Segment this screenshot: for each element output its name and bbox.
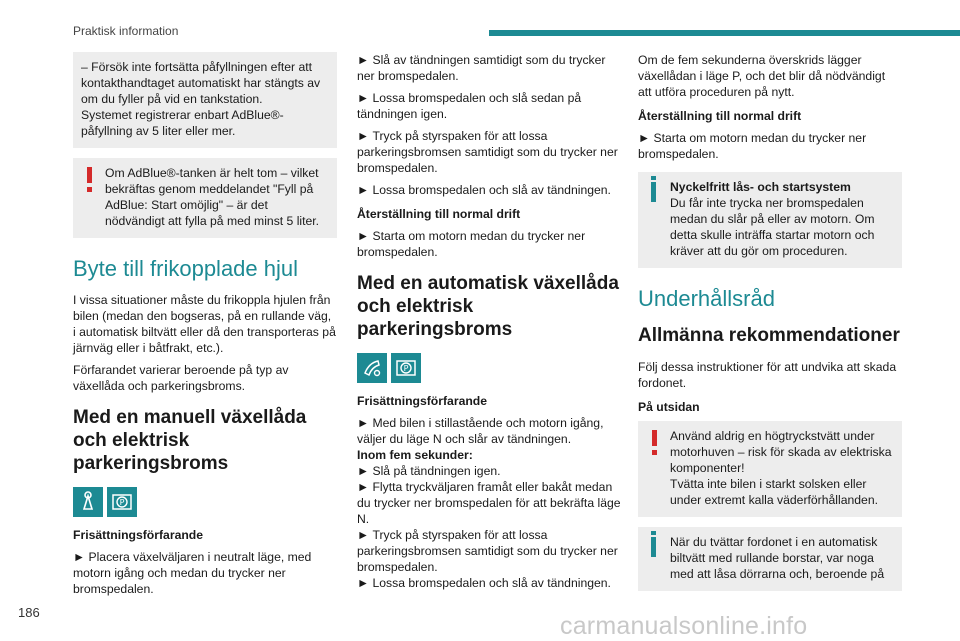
step-item: ► Lossa bromspedalen och slå av tändningen. xyxy=(357,182,621,198)
parking-brake-icon xyxy=(391,353,421,383)
section-title: Byte till frikopplade hjul xyxy=(73,256,299,281)
column-right xyxy=(638,52,902,601)
warning-text: Tvätta inte bilen i starkt solsken eller under extremt kalla väderförhållanden. xyxy=(670,477,878,507)
step-item: ► Slå på tändningen igen. xyxy=(357,463,621,479)
step-item: ► Starta om motorn medan du trycker ner bromspedalen. xyxy=(638,130,902,162)
info-box xyxy=(638,172,902,268)
paragraph: I vissa situationer måste du frikoppla hjulen från bilen (medan den bogseras, på en rullande väg, i automatisk biltvätt eller då den transporteras på järnväg eller i båtfrakt, etc.). xyxy=(73,293,336,355)
column-left xyxy=(73,52,337,603)
icon-row xyxy=(73,487,337,517)
info-box xyxy=(638,527,902,591)
page-number: 186 xyxy=(18,605,40,620)
section-title: Underhållsråd xyxy=(638,286,775,311)
info-icon xyxy=(651,537,656,557)
step-item: ► Lossa bromspedalen och slå av tändningen. xyxy=(357,575,621,591)
subsection-title: Med en automatisk växellåda och elektrisk parkeringsbroms xyxy=(357,273,619,340)
header-accent-bar xyxy=(489,30,960,36)
paragraph: Följ dessa instruktioner för att undvika att skada fordonet. xyxy=(638,360,897,390)
info-text: När du tvättar fordonet i en automatisk biltvätt med rullande borstar, var noga med att låsa dörrarna och, beroende på xyxy=(670,535,885,581)
svg-text:P: P xyxy=(119,498,125,507)
subsection-title: Allmänna rekommendationer xyxy=(638,325,900,346)
info-icon xyxy=(651,182,656,202)
warning-text: Använd aldrig en högtryckstvätt under motorhuven – risk för skada av elektriska komponenter! xyxy=(670,429,892,475)
warning-text: Om AdBlue®-tanken är helt tom – vilket bekräftas genom meddelandet "Fyll på AdBlue: Start omöjlig" – är det nödvändigt att fylla på med minst 5 liter. xyxy=(105,166,320,228)
svg-text:P: P xyxy=(403,364,409,373)
paragraph: Om de fem sekunderna överskrids lägger växellådan i läge P, och det blir då nödvändigt att utföra proceduren på nytt. xyxy=(638,53,886,99)
step-item: ► Tryck på styrspaken för att lossa parkeringsbromsen samtidigt som du trycker ner bromspedalen. xyxy=(357,527,621,575)
procedure-title: På utsidan xyxy=(638,400,700,414)
subsection-title: Med en manuell växellåda och elektrisk parkeringsbroms xyxy=(73,407,307,474)
warning-icon xyxy=(87,167,92,183)
info-text: Du får inte trycka ner bromspedalen medan du slår på eller av motorn. Om detta skulle inträffa startar motorn och kräver att du gör om proceduren. xyxy=(670,196,875,258)
info-title: Nyckelfritt lås- och startsystem xyxy=(670,180,851,194)
page-header-title: Praktisk information xyxy=(73,24,179,38)
warning-icon xyxy=(652,430,657,446)
step-item: ► Lossa bromspedalen och slå sedan på tändningen igen. xyxy=(357,90,621,122)
note-text: Systemet registrerar enbart AdBlue®-påfyllning av 5 liter eller mer. xyxy=(81,108,284,138)
column-middle xyxy=(357,52,621,597)
step-item: ► Tryck på styrspaken för att lossa parkeringsbromsen samtidigt som du trycker ner bromspedalen. xyxy=(357,128,621,176)
parking-brake-icon xyxy=(107,487,137,517)
procedure-title: Frisättningsförfarande xyxy=(73,528,204,542)
procedure-title: Frisättningsförfarande xyxy=(357,394,488,408)
warning-box xyxy=(638,421,902,517)
step-item: ► Starta om motorn medan du trycker ner bromspedalen. xyxy=(357,228,621,260)
paragraph: Förfarandet varierar beroende på typ av växellåda och parkeringsbroms. xyxy=(73,363,289,393)
procedure-title: Återställning till normal drift xyxy=(357,207,521,221)
note-box xyxy=(73,52,337,148)
step-item: ► Flytta tryckväljaren framåt eller bakåt medan du trycker ner bromspedalen för att bekräfta läge N. xyxy=(357,479,621,527)
procedure-title: Återställning till normal drift xyxy=(638,109,802,123)
gear-lever-icon xyxy=(73,487,103,517)
gear-selector-icon xyxy=(357,353,387,383)
note-text: – Försök inte fortsätta påfyllningen efter att kontakthandtaget automatiskt har stängts av om du fyller på vid en tankstation. xyxy=(81,60,321,106)
step-item: ► Placera växelväljaren i neutralt läge, med motorn igång och medan du trycker ner bromspedalen. xyxy=(73,549,337,597)
watermark: carmanualsonline.info xyxy=(560,612,808,640)
icon-row xyxy=(357,353,621,383)
step-item: ► Med bilen i stillastående och motorn igång, väljer du läge N och slår av tändningen. xyxy=(357,415,621,447)
step-item: ► Slå av tändningen samtidigt som du trycker ner bromspedalen. xyxy=(357,52,621,84)
warning-box xyxy=(73,158,337,238)
step-label: Inom fem sekunder: xyxy=(357,448,473,462)
